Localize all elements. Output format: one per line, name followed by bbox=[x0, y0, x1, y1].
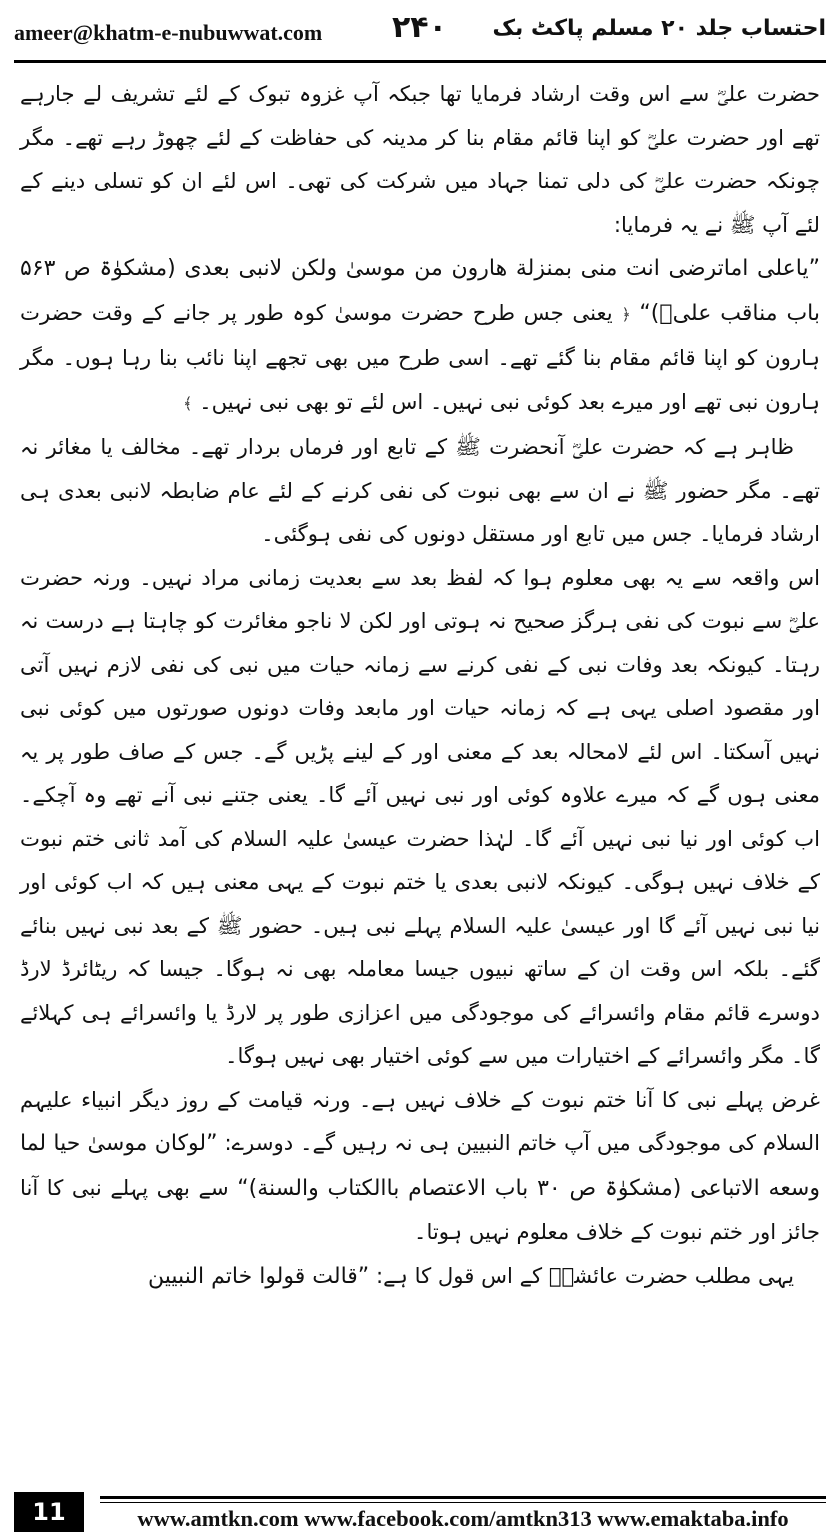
footer-rule bbox=[100, 1496, 826, 1499]
page-header bbox=[14, 10, 826, 60]
arabic-hadith-quote-2: ”لوکان موسیٰ حیا لما وسعه الاتباعی (مشکوٰۃ ص ۳۰ باب الاعتصام باالکتاب والسنة)“ bbox=[20, 1131, 820, 1201]
paragraph-5-text-a: غرض پہلے نبی کا آنا ختم نبوت کے خلاف نہیں ہے۔ ورنہ قیامت کے روز دیگر انبیاء علیہم السلام کی موجودگی میں آپ خاتم النبیین ہی نہ رہیں گے۔ دوسرے: bbox=[20, 1086, 820, 1155]
arabic-hadith-quote: ”یاعلی اماترضی انت منی بمنزلة هارون من موسیٰ ولکن لانبی بعدی (مشکوٰۃ ص ۵۶۳ باب مناقب علیؓ)“ bbox=[20, 256, 820, 326]
paragraph-2 bbox=[20, 246, 820, 425]
footer-rule-thin bbox=[100, 1502, 826, 1503]
paragraph-5 bbox=[20, 1078, 820, 1254]
paragraph-6-text: یہی مطلب حضرت عائشہؓ کے اس قول کا ہے: bbox=[375, 1262, 794, 1288]
paragraph-5-text-b: سے بھی پہلے نبی کا آنا جائز اور ختم نبوت کے خلاف معلوم نہیں ہوتا۔ bbox=[20, 1174, 820, 1244]
page-body bbox=[20, 72, 820, 1432]
hadith-translation: یعنی جس طرح حضرت موسیٰ کوہ طور پر جانے کے وقت حضرت ہارون کو اپنا قائم مقام بنا گئے تھے۔ اسی طرح میں بھی تجھے اپنا نائب بنا رہا ہوں۔ مگر ہارون نبی تھے اور میرے بعد کوئی نبی نہیں۔ اس لئے تو بھی نبی نہیں۔ bbox=[20, 299, 820, 414]
ornament-open-icon: ﴿ bbox=[621, 304, 631, 324]
paragraph-1: حضرت علیؓ سے اس وقت ارشاد فرمایا تھا جبکہ آپ غزوہ تبوک کے لئے تشریف لے جارہے تھے اور حضرت علیؓ کو اپنا قائم مقام بنا کر مدینہ کی حفاظت کے لئے چھوڑ رہے تھے۔ مگر چونکہ حضرت علیؓ کی دلی تمنا جہاد میں شرکت کی تھی۔ اس لئے ان کو تسلی دینے کے لئے آپ ﷺ نے یہ فرمایا: bbox=[20, 81, 820, 237]
header-title: احتساب جلد ۲۰ مسلم پاکٹ بک bbox=[492, 16, 826, 41]
header-email: ameer@khatm-e-nubuwwat.com bbox=[14, 20, 323, 45]
header-rule bbox=[14, 60, 826, 63]
paragraph-3: ظاہر ہے کہ حضرت علیؓ آنحضرت ﷺ کے تابع اور فرماں بردار تھے۔ مخالف یا مغائر نہ تھے۔ مگر حضور ﷺ نے ان سے بھی نبوت کی نفی کرنے کے لئے عام ضابطہ لانبی بعدی ہی ارشاد فرمایا۔ جس میں تابع اور مستقل دونوں کی نفی ہوگئی۔ bbox=[20, 434, 820, 546]
ornament-close-icon: ﴾ bbox=[183, 393, 193, 413]
arabic-quote-aisha: ”قالت قولوا خاتم النبیین bbox=[148, 1263, 370, 1289]
footer-links: www.amtkn.com www.facebook.com/amtkn313 www.emaktaba.info bbox=[137, 1506, 789, 1531]
footer-page-number: 11 bbox=[14, 1492, 84, 1532]
paragraph-6 bbox=[20, 1254, 820, 1299]
paragraph-4: اس واقعہ سے یہ بھی معلوم ہوا کہ لفظ بعد سے بعدیت زمانی مراد نہیں۔ ورنہ حضرت علیؓ سے نبوت کی نفی ہرگز صحیح نہ ہوتی اور لکن لا ناجو مغائرت کو چاہتا ہے درست نہ رہتا۔ کیونکہ بعد وفات نبی کے نفی کرنے سے زمانہ حیات میں نبی کی نفی لازم نہیں آتی اور مقصود اصلی یہی ہے کہ زمانہ حیات اور مابعد وفات دونوں صورتوں میں کوئی نبی نہیں آسکتا۔ اس لئے لامحالہ بعد کے معنی اور کے لینے پڑیں گے۔ جس کے صاف طور پر یہ معنی ہوں گے کہ میرے علاوہ کوئی اور نبی نہیں آئے گا۔ یعنی جتنے نبی آنے تھے وہ آچکے۔ اب کوئی اور نیا نبی نہیں آئے گا۔ لہٰذا حضرت عیسیٰ علیہ السلام کی آمد ثانی ختم نبوت کے خلاف نہیں ہوگی۔ کیونکہ لانبی بعدی یا ختم نبوت کے یہی معنی ہیں کہ اب کوئی اور نیا نبی نہیں آئے گا اور عیسیٰ علیہ السلام پہلے نبی ہیں۔ حضور ﷺ کے بعد نبی نہیں بنائے گئے۔ بلکہ اس وقت ان کے ساتھ نبیوں جیسا معاملہ بھی نہ ہوگا۔ جیسا کہ ریٹائرڈ لارڈ دوسرے قائم مقام وائسرائے کی موجودگی میں اعزازی طور پر لارڈ یا وائسرائے ہی کہلائے گا۔ مگر وائسرائے کے اختیارات میں سے کوئی اختیار بھی نہیں ہوگا۔ bbox=[20, 564, 820, 1068]
header-page-number: ۲۴۰ bbox=[392, 10, 447, 45]
